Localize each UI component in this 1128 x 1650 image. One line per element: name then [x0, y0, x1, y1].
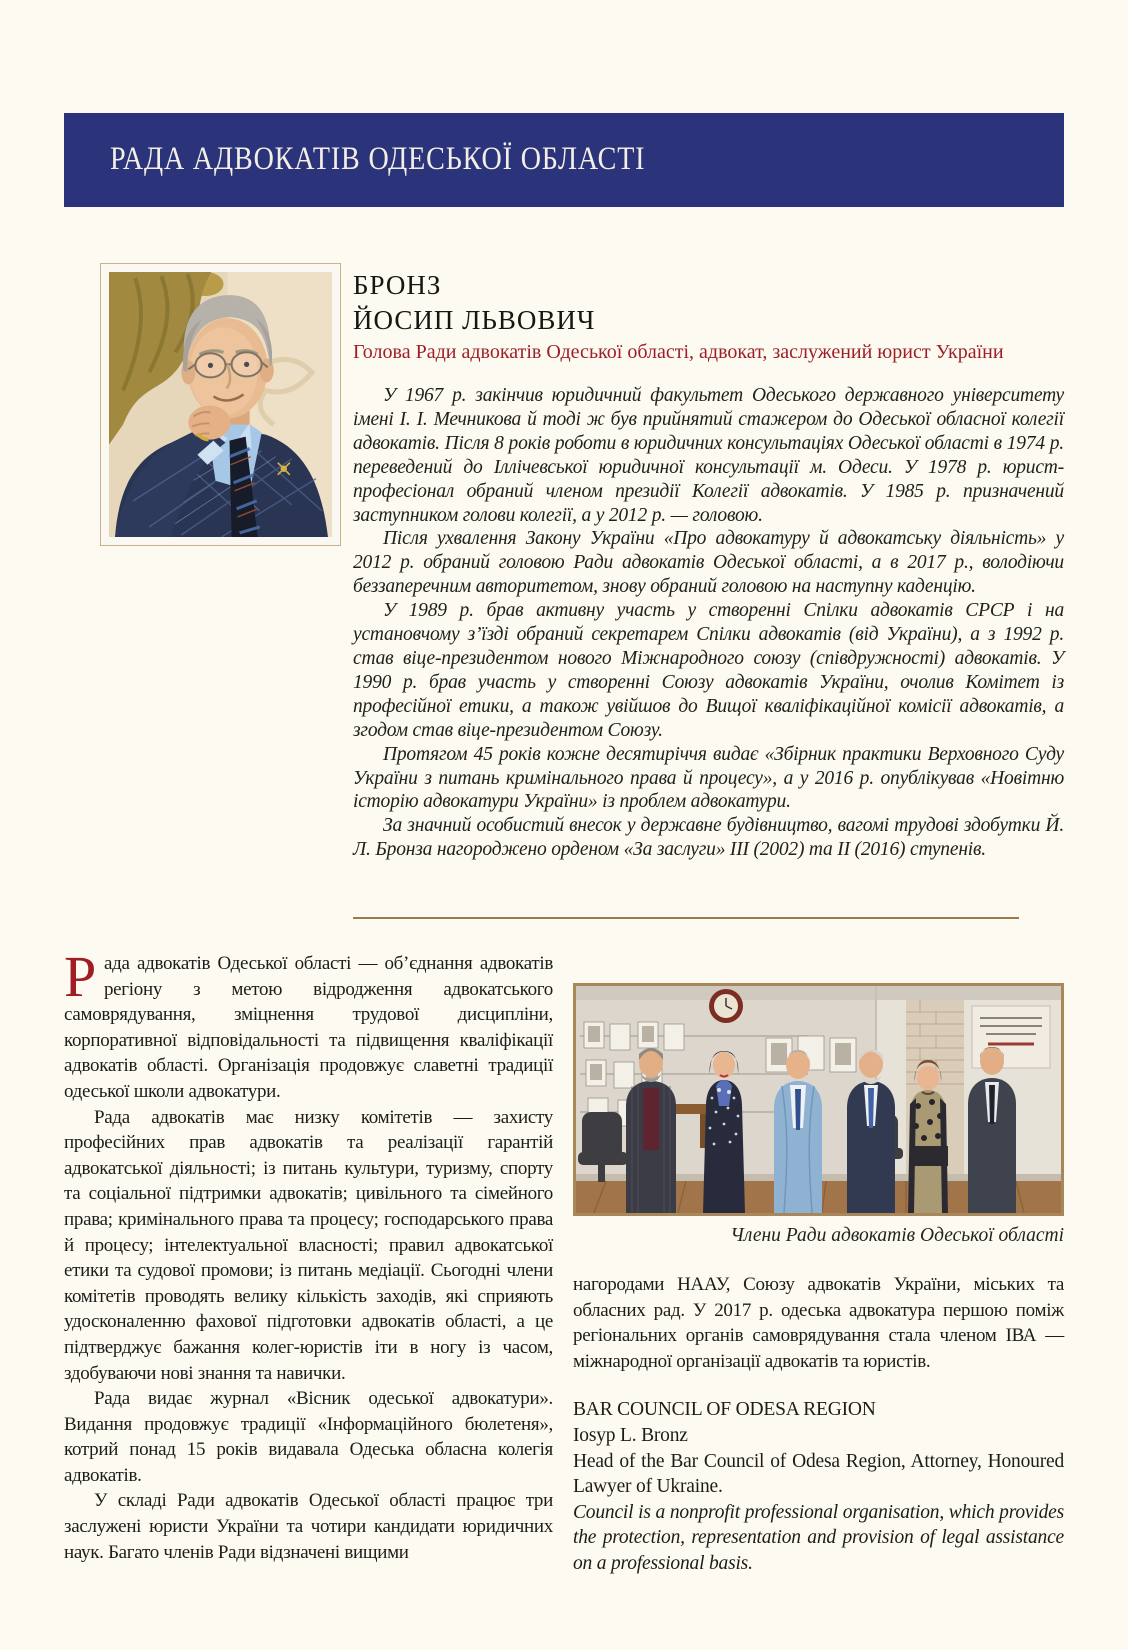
right-column	[573, 983, 1064, 1577]
bio-paragraph: Протягом 45 років кожне десятиріччя видає «Збірник практики Верховного Суду України з питань кримінального права й процесу», а у 2016 р. опублікував «Новітню історію адвокатури України» із проблем адвокатури.	[353, 743, 1064, 813]
lead-paragraph-text: ада адвокатів Одеської області — об’єднання адвокатів регіону з метою відродження адвокатського самоврядування, зміцнення трудової дисципліни, корпоративної відповідальності та підвищення кваліфікації адвокатів області. Організація продовжує славетні традиції одеської школи адвокатури.	[64, 953, 553, 1102]
body-paragraph: Рада видає журнал «Вісник одеської адвокатури». Видання продовжує традиції «Інформаційного бюлетеня», котрий понад 15 років видавала Одеська обласна колегія адвокатів.	[64, 1388, 553, 1486]
profile-role: Голова Ради адвокатів Одеської області, адвокат, заслужений юрист України	[353, 341, 1004, 363]
profile-name-line2: ЙОСИП ЛЬВОВИЧ	[353, 305, 596, 335]
header-bar	[64, 113, 1064, 207]
body-paragraph	[64, 944, 553, 1105]
group-photo-illustration	[576, 986, 1061, 1213]
bio-text	[353, 384, 1064, 862]
bio-paragraph: У 1989 р. брав активну участь у створенні Спілки адвокатів СРСР і на установчому з’їзді обраний секретарем Спілки адвокатів (від України), а з 1992 р. став віце-президентом нового Міжнародного союзу (співдружності) адвокатів. У 1990 р. брав участь у створенні Союзу адвокатів України, очолив Комітет із професійної етики, а також увійшов до Вищої кваліфікаційної комісії адвокатів, а згодом став віце-президентом Союзу.	[353, 600, 1064, 741]
portrait-illustration	[109, 272, 332, 537]
body-paragraph: У складі Ради адвокатів Одеської області працює три заслужені юристи України та чотири кандидати юридичних наук. Багато членів Ради відзначені вищими	[64, 1490, 553, 1563]
page-title: РАДА АДВОКАТІВ ОДЕСЬКОЇ ОБЛАСТІ	[110, 141, 646, 177]
photo-caption: Члени Ради адвокатів Одеської області	[730, 1225, 1064, 1246]
english-name: Iosyp L. Bronz	[573, 1424, 688, 1446]
bio-paragraph: Після ухвалення Закону України «Про адвокатуру й адвокатську діяльність» у 2012 р. обраний головою Ради адвокатів Одеської області, а в 2017 р., володіючи беззаперечним авторитетом, знову обраний головою на наступну каденцію.	[353, 528, 1064, 598]
section-divider	[353, 917, 1019, 919]
english-block	[573, 1397, 1064, 1576]
profile-name	[353, 268, 595, 338]
drop-cap: Р	[64, 944, 96, 1009]
body-paragraph: Рада адвокатів має низку комітетів — захисту професійних прав адвокатів та реалізації гарантій адвокатської діяльності; із питань культури, туризму, спорту та соціальної підтримки адвокатів; цивільного та сімейного права; кримінального права та процесу; господарського права й процесу; інтелектуальної власності; правил адвокатської етики та судової промови; із питань медіації. Сьогодні члени комітетів проводять велику кількість заходів, які сприяють удосконаленню фахової підготовки адвокатів області, а це підтверджує бажання колег-юристів іти в ногу із часом, здобуваючи нові знання та навички.	[64, 1106, 553, 1384]
english-title: BAR COUNCIL OF ODESA REGION	[573, 1399, 876, 1421]
portrait-photo	[100, 263, 341, 546]
bio-paragraph: За значний особистий внесок у державне будівництво, вагомі трудові здобутки Й. Л. Бронза нагороджено орденом «За заслуги» ІІІ (2002) та ІІ (2016) ступенів.	[353, 815, 1064, 861]
left-column	[64, 944, 553, 1565]
english-note: Council is a nonprofit professional organisation, which provides the protection, representation and provision of legal assistance on a professional basis.	[573, 1501, 1064, 1574]
body-paragraph: нагородами НААУ, Союзу адвокатів України, міських та обласних рад. У 2017 р. одеська адвокатура першою поміж регіональних органів самоврядування стала членом ІВА — міжнародної організації адвокатів та юристів.	[573, 1274, 1064, 1372]
bio-paragraph: У 1967 р. закінчив юридичний факультет Одеського державного університету імені І. І. Мечникова й тоді ж був прийнятий стажером до Одеської обласної колегії адвокатів. Після 8 років роботи в юридичних консультаціях Одеської області в 1974 р. переведений до Іллічевської юридичної консультації м. Одеси. У 1978 р. юрист-професіонал обраний членом президії Колегії адвокатів. У 1985 р. призначений заступником голови колегії, а у 2012 р. — головою.	[353, 385, 1064, 526]
group-photo	[573, 983, 1064, 1216]
profile-name-line1: БРОНЗ	[353, 270, 442, 300]
english-role: Head of the Bar Council of Odesa Region, Attorney, Honoured Lawyer of Ukraine.	[573, 1450, 1064, 1498]
